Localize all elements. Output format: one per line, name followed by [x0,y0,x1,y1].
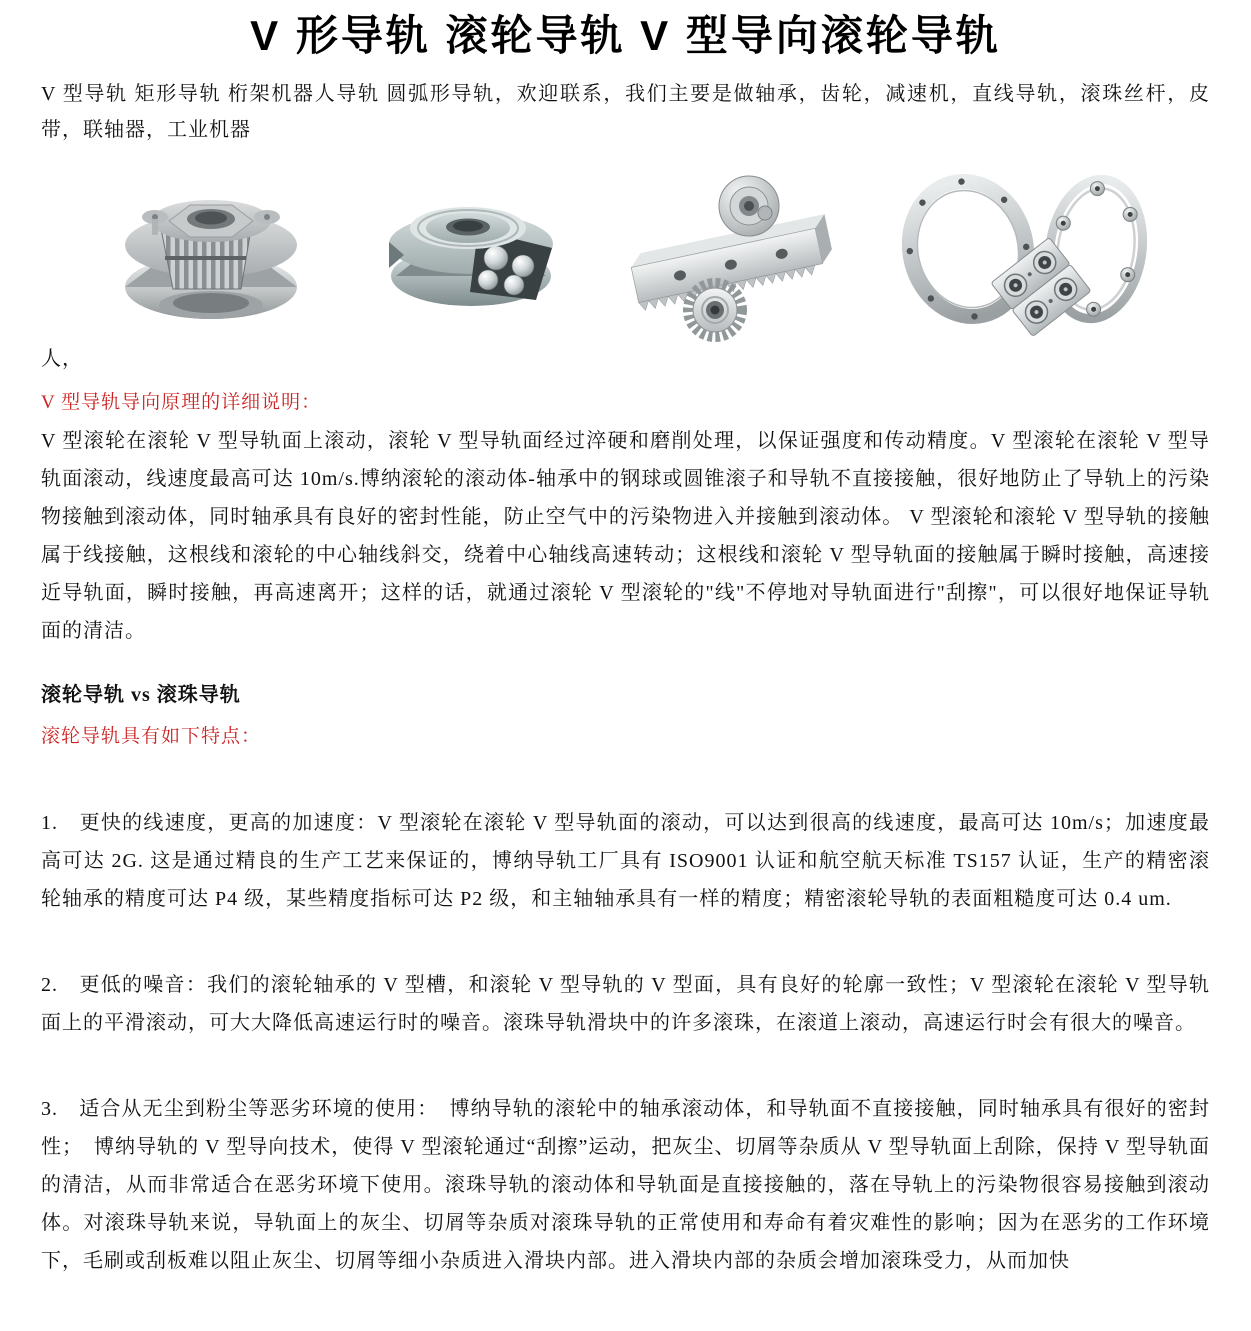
intro-paragraph: V 型导轨 矩形导轨 桁架机器人导轨 圆弧形导轨，欢迎联系，我们主要是做轴承，齿轮，减速机，直线导轨，滚珠丝杆，皮带，联轴器，工业机器 [41,83,1210,141]
text-fragment: 人， [41,348,83,370]
feature-item-3: 3. 适合从无尘到粉尘等恶劣环境的使用： 博纳导轨的滚轮中的轴承滚动体，和导轨面不直接接触，同时轴承具有很好的密封性； 博纳导轨的 V 型导向技术，使得 V 型滚轮通过“刮擦”运动，把灰尘、切屑等杂质从 V 型导轨面上刮除，保持 V 型导轨面的清洁，从而非常适合在恶劣环境下使用。滚珠导轨的滚动体和导轨面是直接接触的，落在导轨上的污染物很容易接触到滚动体。对滚珠导轨来说，导轨面上的灰尘、切屑等杂质对滚珠导轨的正常使用和寿命有着灾难性的影响；因为在恶劣的工作环境下，毛刷或刮板难以阻止灰尘、切屑等细小杂质进入滑块内部。进入滑块内部的杂质会增加滚珠受力，从而加快 [41,1098,1210,1272]
comparison-heading: 滚轮导轨 vs 滚珠导轨 [41,684,241,706]
feature-item-2: 2. 更低的噪音：我们的滚轮轴承的 V 型槽，和滚轮 V 型导轨的 V 型面，具有良好的轮廓一致性；V 型滚轮在滚轮 V 型导轨面上的平滑滚动，可大大降低高速运行时的噪音。滚珠导轨滑块中的许多滚珠，在滚道上滚动，高速运行时会有很大的噪音。 [41,974,1210,1034]
v-roller-bearing-cutaway-image [103,165,318,337]
principle-paragraph: V 型滚轮在滚轮 V 型导轨面上滚动，滚轮 V 型导轨面经过淬硬和磨削处理，以保证强度和传动精度。V 型滚轮在滚轮 V 型导轨面滚动，线速度最高可达 10m/s.博纳滚轮的滚动体-轴承中的钢球或圆锥滚子和导轨不直接接触，很好地防止了导轨上的污染物接触到滚动体，同时轴承具有良好的密封性能，防止空气中的污染物进入并接触到滚动体。 V 型滚轮和滚轮 V 型导轨的接触属于线接触，这根线和滚轮的中心轴线斜交，绕着中心轴线高速转动；这根线和滚轮 V 型导轨面的接触属于瞬时接触，高速接近导轨面，瞬时接触，再高速离开；这样的话，就通过滚轮 V 型滚轮的"线"不停地对导轨面进行"刮擦"，可以很好地保证导轨面的清洁。 [41,430,1210,642]
rack-pinion-roller-image [627,160,842,342]
v-ball-bearing-cutaway-image [368,172,578,330]
product-images-row [41,162,1210,340]
features-heading: 滚轮导轨具有如下特点： [41,726,262,747]
principle-heading: V 型导轨导向原理的详细说明： [41,392,322,413]
page-title: V 形导轨 滚轮导轨 V 型导向滚轮导轨 [250,12,1001,59]
ring-guides-carriage-image [892,157,1152,345]
feature-item-1: 1. 更快的线速度，更高的加速度：V 型滚轮在滚轮 V 型导轨面的滚动，可以达到很高的线速度，最高可达 10m/s；加速度最高可达 2G. 这是通过精良的生产工艺来保证的，博纳导轨工厂具有 ISO9001 认证和航空航天标准 TS157 认证，生产的精密滚轮轴承的精度可达 P4 级，某些精度指标可达 P2 级，和主轴轴承具有一样的精度；精密滚轮导轨的表面粗糙度可达 0.4 um. [41,812,1210,910]
